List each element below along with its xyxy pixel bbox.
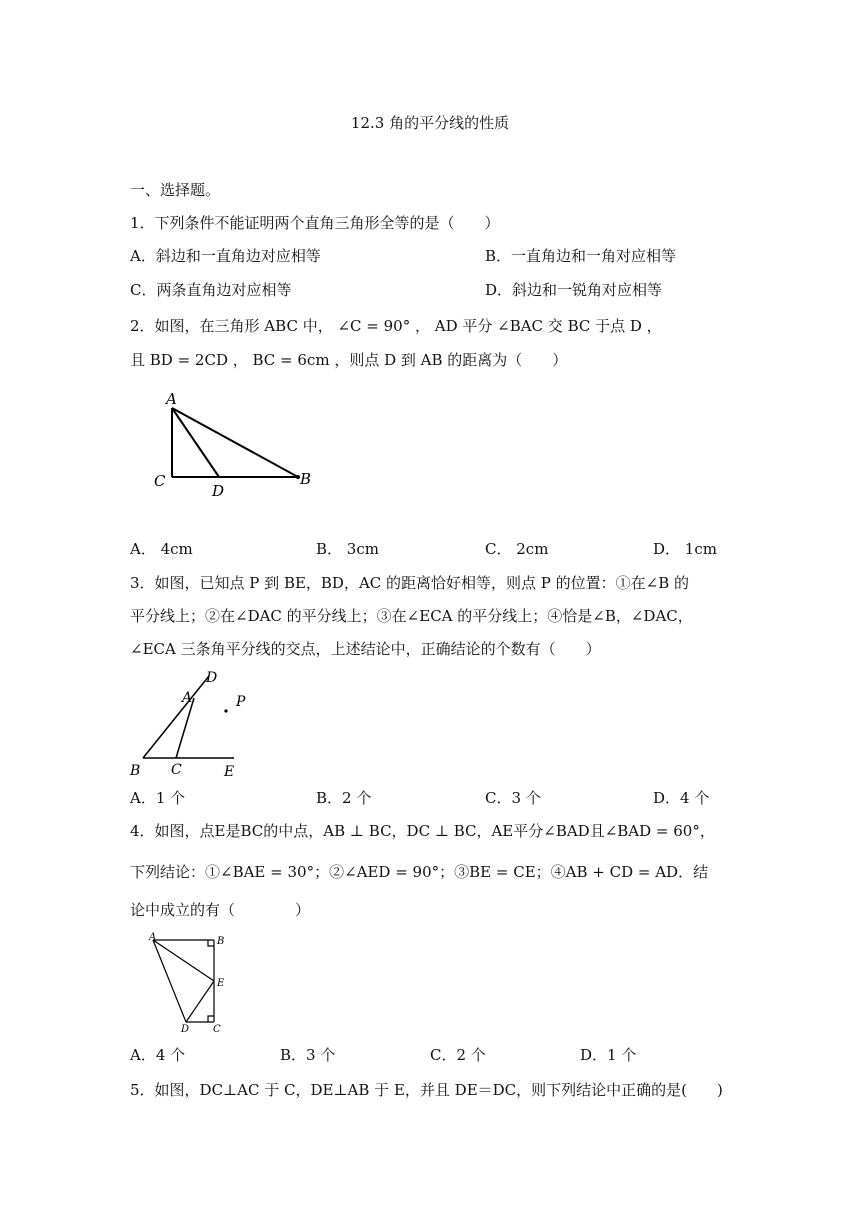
q1-option-d[interactable]: D．斜边和一锐角对应相等 (485, 281, 663, 299)
q4-label-a: A (149, 932, 157, 943)
q4-option-a[interactable]: A．4 个 (130, 1046, 186, 1064)
q2-option-c[interactable]: C． 2cm (485, 540, 549, 558)
q4-stem-line2: 下列结论：①∠BAE = 30°；②∠AED = 90°；③BE = CE；④AB + CD = AD．结 (130, 863, 709, 881)
q3-label-c: C (171, 762, 182, 778)
q3-figure (128, 666, 258, 781)
q4-figure (145, 930, 245, 1035)
q3-label-p: P (236, 694, 246, 710)
q2-option-b[interactable]: B． 3cm (316, 540, 379, 558)
q4-label-b: B (217, 936, 225, 947)
q4-label-d: D (181, 1024, 190, 1035)
q3-label-e: E (224, 764, 235, 780)
q4-option-b[interactable]: B．3 个 (280, 1046, 336, 1064)
q5-stem-line1: 5．如图，DC⊥AC 于 C，DE⊥AB 于 E，并且 DE＝DC，则下列结论中正确的是( ) (130, 1081, 723, 1099)
q1-option-c[interactable]: C．两条直角边对应相等 (130, 281, 292, 299)
q3-option-b[interactable]: B．2 个 (316, 789, 372, 807)
q1-option-a[interactable]: A．斜边和一直角边对应相等 (130, 247, 321, 265)
q3-label-d: D (206, 670, 218, 686)
q2-label-a: A (166, 390, 177, 408)
q3-label-a: A (182, 690, 193, 706)
q2-label-d: D (212, 482, 225, 500)
q2-stem-line2: 且 BD = 2CD ， BC = 6cm ，则点 D 到 AB 的距离为（ ） (130, 351, 568, 369)
q2-label-b: B (300, 470, 312, 488)
q2-label-c: C (154, 472, 166, 490)
q4-option-d[interactable]: D．1 个 (580, 1046, 637, 1064)
q3-option-d[interactable]: D．4 个 (653, 789, 710, 807)
q4-stem-line1: 4．如图，点E是BC的中点，AB ⊥ BC，DC ⊥ BC，AE平分∠BAD且∠BAD = 60°， (130, 822, 715, 840)
q3-stem-line3: ∠ECA 三条角平分线的交点，上述结论中，正确结论的个数有（ ） (130, 640, 601, 658)
q2-option-d[interactable]: D． 1cm (653, 540, 717, 558)
q4-option-c[interactable]: C．2 个 (430, 1046, 486, 1064)
q4-label-c: C (213, 1024, 221, 1035)
q3-option-a[interactable]: A．1 个 (130, 789, 186, 807)
q4-label-e: E (217, 978, 225, 989)
q1-stem: 1．下列条件不能证明两个直角三角形全等的是（ ） (130, 214, 500, 232)
q3-label-b: B (130, 763, 141, 779)
q1-option-b[interactable]: B．一直角边和一角对应相等 (485, 247, 677, 265)
q2-option-a[interactable]: A． 4cm (130, 540, 193, 558)
q3-stem-line2: 平分线上；②在∠DAC 的平分线上；③在∠ECA 的平分线上；④恰是∠B，∠DAC， (130, 607, 693, 625)
q2-figure (150, 388, 320, 498)
q3-stem-line1: 3．如图，已知点 P 到 BE，BD，AC 的距离恰好相等，则点 P 的位置：①在∠B 的 (130, 574, 690, 592)
q3-option-c[interactable]: C．3 个 (485, 789, 541, 807)
page-title: 12.3 角的平分线的性质 (350, 114, 510, 132)
q4-stem-line3: 论中成立的有（ ） (130, 901, 311, 919)
q2-stem-line1: 2．如图，在三角形 ABC 中， ∠C = 90° ， AD 平分 ∠BAC 交 BC 于点 D ， (130, 317, 662, 335)
section-heading: 一、选择题。 (130, 181, 221, 199)
